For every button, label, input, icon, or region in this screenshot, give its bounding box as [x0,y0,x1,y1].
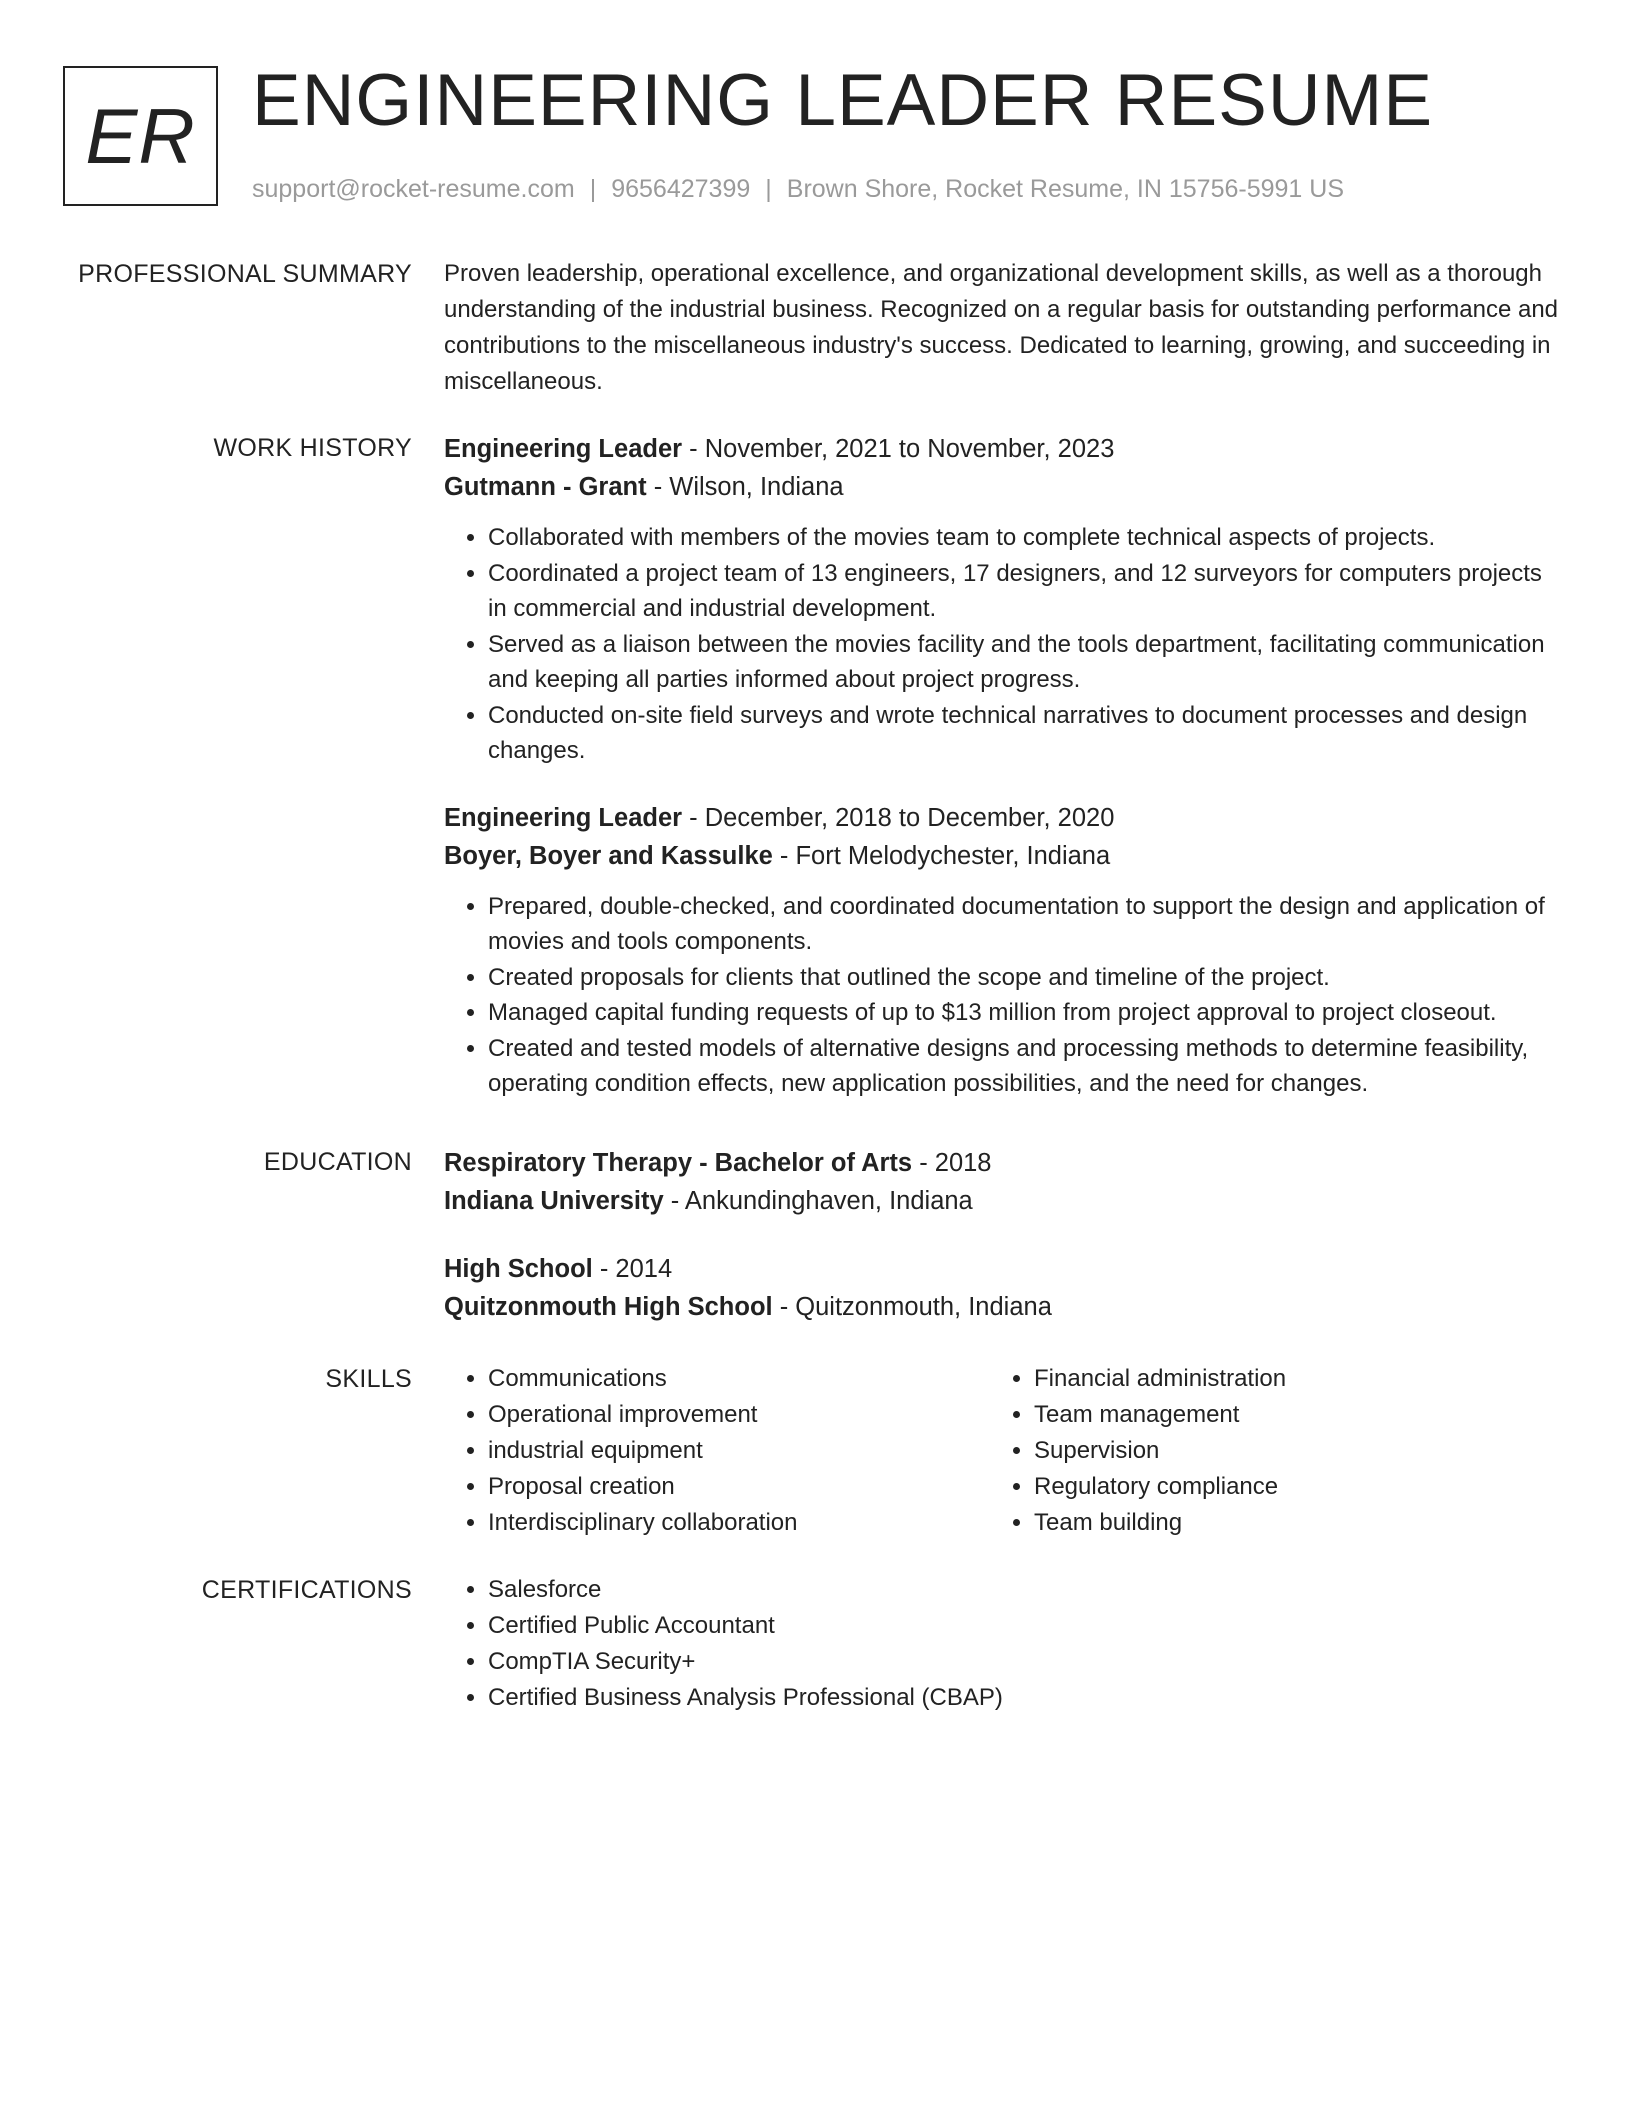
education-degree: High School [444,1255,593,1283]
job-title: Engineering Leader [444,435,683,463]
contact-separator: | [765,175,772,203]
job-title: Engineering Leader [444,803,683,832]
job-company-line [444,837,1564,875]
certification-item: • Certified Public Accountant [488,1608,1564,1644]
job-entry [444,799,1564,1102]
skill-item: • Supervision [1034,1433,1536,1469]
contact-separator: | [589,175,597,203]
education-school-line [444,1288,1564,1326]
job-bullet: • Prepared, double-checked, and coordinated documentation to support the design and application of movies and tools components. [488,889,1564,960]
job-bullet: • Conducted on-site field surveys and wrote technical narratives to document processes and design changes. [488,698,1564,769]
resume-title: ENGINEERING LEADER RESUME [252,60,1434,141]
certifications-list [444,1572,1564,1716]
job-bullets [444,520,1564,769]
skill-item: • Financial administration [1034,1361,1536,1397]
education-school: Indiana University [444,1187,664,1215]
certification-item: • Certified Business Analysis Professional (CBAP) [488,1680,1564,1716]
education-entry [444,1250,1564,1326]
education-degree-line [444,1144,1564,1182]
section-label-skills: SKILLS [325,1365,412,1393]
section-label-work-history: WORK HISTORY [213,434,412,462]
job-bullet: • Created proposals for clients that outlined the scope and timeline of the project. [488,960,1564,996]
education-school-line [444,1182,1564,1220]
job-bullet: • Coordinated a project team of 13 engineers, 17 designers, and 12 surveyors for computers projects in commercial and industrial development. [488,556,1564,627]
job-entry [444,430,1564,769]
job-location: - Wilson, Indiana [653,473,844,501]
job-location: - Fort Melodychester, Indiana [779,841,1111,870]
job-company: Gutmann - Grant [444,473,647,501]
education-location: - Ankundinghaven, Indiana [670,1187,973,1215]
section-label-summary: PROFESSIONAL SUMMARY [78,260,412,288]
job-dates: - December, 2018 to December, 2020 [689,803,1115,832]
education-list [444,1144,1564,1326]
skills-grid [444,1361,1564,1541]
certification-item: • CompTIA Security+ [488,1644,1564,1680]
skills-column-1 [444,1361,990,1541]
section-label-certifications: CERTIFICATIONS [201,1576,412,1604]
job-company-line [444,468,1564,506]
skill-item: • Regulatory compliance [1034,1469,1536,1505]
skill-item: • Interdisciplinary collaboration [488,1505,990,1541]
skill-item: • Proposal creation [488,1469,990,1505]
skill-item: • Team building [1034,1505,1536,1541]
contact-phone: 9656427399 [611,175,751,203]
certification-item: • Salesforce [488,1572,1564,1608]
job-title-line [444,430,1564,468]
education-degree: Respiratory Therapy - Bachelor of Arts [444,1149,913,1177]
summary-text: Proven leadership, operational excellence, and organizational development skills, as well as a thorough understanding of the industrial business. Recognized on a regular basis for outstanding performance and contributions to the miscellaneous industry's success. Dedicated to learning, growing, and succeeding in miscellaneous. [444,260,1559,395]
work-history-list [444,430,1564,1102]
education-year: - 2014 [599,1255,673,1283]
skill-item: • industrial equipment [488,1433,990,1469]
education-school: Quitzonmouth High School [444,1293,773,1321]
job-bullet: • Served as a liaison between the movies facility and the tools department, facilitating communication and keeping all parties informed about project progress. [488,627,1564,698]
education-entry [444,1144,1564,1220]
contact-email: support@rocket-resume.com [252,175,575,203]
monogram-logo: ER [63,66,218,206]
skill-item: • Operational improvement [488,1397,990,1433]
job-dates: - November, 2021 to November, 2023 [689,435,1115,463]
job-bullet: • Collaborated with members of the movies team to complete technical aspects of projects. [488,520,1564,556]
job-title-line [444,799,1564,837]
job-bullets [444,889,1564,1102]
contact-line [252,172,1344,206]
job-bullet: • Created and tested models of alternative designs and processing methods to determine feasibility, operating condition effects, new application possibilities, and the need for changes. [488,1031,1564,1102]
job-company: Boyer, Boyer and Kassulke [444,841,773,870]
skill-item: • Communications [488,1361,990,1397]
job-bullet: • Managed capital funding requests of up to $13 million from project approval to project closeout. [488,995,1564,1031]
skill-item: • Team management [1034,1397,1536,1433]
contact-address: Brown Shore, Rocket Resume, IN 15756-5991 US [786,175,1344,203]
education-year: - 2018 [919,1149,992,1177]
skills-column-2 [990,1361,1536,1541]
education-degree-line [444,1250,1564,1288]
education-location: - Quitzonmouth, Indiana [779,1293,1052,1321]
section-label-education: EDUCATION [263,1148,412,1176]
